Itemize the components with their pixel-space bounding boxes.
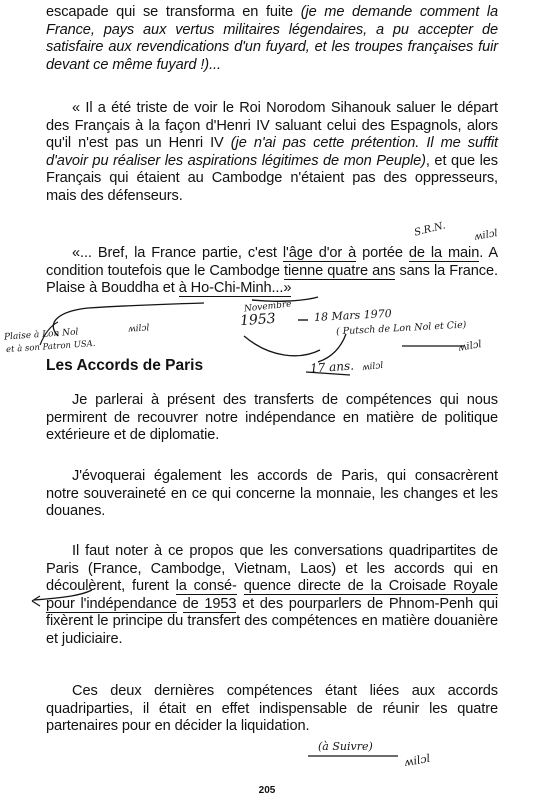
paragraph-quadripartites [46, 543, 498, 649]
text-run: « Il a été triste de voir le Roi Norodom Sihanouk saluer le départ des Français à la façon d'Henri IV saluant celui des Espagnols, alors qu'il n'est pas un Henri IV [46, 100, 498, 152]
handwritten-date-1970: 18 Mars 1970 [313, 306, 393, 325]
text-run: sans la France. Plaise à Bouddha et [46, 262, 498, 297]
underlined-run: de 1953 [182, 595, 237, 612]
text-run: et des pourparlers de Phnom-Penh qui fixèrent le principe du transfert des compétences en matière douanière et judiciaire. [46, 595, 498, 647]
handwritten-signature: ʍilɔl [127, 323, 150, 335]
text-run: portée [356, 245, 403, 261]
handwritten-year-1953: 1953 [239, 310, 277, 330]
paragraph-age-dor [46, 245, 498, 298]
handwritten-17-ans: 17 ans. [309, 358, 355, 376]
underlined-run: l'âge d'or à [282, 245, 357, 261]
paragraph-henri-iv [46, 100, 498, 206]
text-run: «... Bref, la France partie, c'est [72, 245, 283, 261]
handwritten-signature: ʍilɔl [361, 360, 384, 374]
handwritten-signature: ʍilɔl [473, 228, 499, 243]
text-run: . A condition toutefois que le Cambodge [46, 245, 498, 279]
ink-arrow-line [318, 334, 346, 362]
handwritten-novembre: Novembre [243, 299, 293, 315]
italic-run: comment la France, pays aux vertus militaires légendaires, a pu accepter de satisfaire aux revendications d'un fuyard, et les troupes françaises fuir devant ce même fuyard !)... [46, 4, 498, 73]
handwritten-patron: et à son Patron USA. [5, 338, 96, 356]
paragraph-escapade [46, 4, 498, 74]
handwritten-plaise: Plaise à Lon Nol [3, 327, 79, 343]
section-heading: Les Accords de Paris [46, 357, 204, 374]
text-run: , et que les Français qui étaient au Cambodge n'étaient pas des oppresseurs, mais des défenseurs. [46, 152, 498, 204]
underlined-run: tienne quatre ans [284, 262, 396, 279]
handwritten-a-suivre: (à Suivre) [318, 740, 373, 753]
italic-run: (je me demande [300, 4, 413, 20]
underlined-run: de la main [408, 245, 480, 261]
ink-arrow-line [244, 336, 320, 356]
ink-arrow-head [32, 596, 40, 606]
text-run: Il faut noter à ce propos que les conversations quadripartites de Paris (France, Cambodge, Vietnam, Laos) et les accords qui en découlèrent, furent [46, 543, 498, 595]
handwritten-putsch: ( Putsch de Lon Nol et Cie) [335, 319, 467, 338]
page-number: 205 [258, 785, 276, 796]
italic-run: (je n'ai pas cette prétention. Il me suffit d'avoir pu réaliser les aspirations légitimes de mon Peuple) [46, 135, 498, 169]
handwritten-srn: S.R.N. [413, 220, 447, 239]
text-run: escapade qui se transforma en fuite [46, 4, 301, 20]
underlined-run: à Ho-Chi-Minh...» [178, 280, 292, 297]
underlined-run: quence directe de la Croisade Royale pour l'indépendance [46, 578, 498, 612]
paragraph-liquidation: Ces deux dernières compétences étant liées aux accords quadriparties, il était en effet indispensable de réunir les quatre partenaires pour en décider la liquidation. [46, 683, 498, 735]
paragraph-transferts: Je parlerai à présent des transferts de compétences qui nous permirent de recouvrer notre indépendance en matière de politique extérieure et de diplomatie. [46, 392, 498, 444]
underlined-run: la consé- [175, 578, 237, 595]
handwritten-signature: ʍilɔl [457, 339, 483, 354]
handwritten-signature: ʍilɔl [403, 751, 432, 770]
paragraph-accords-paris: J'évoquerai également les accords de Paris, qui consacrèrent notre souveraineté en ce qui concerne la monnaie, les changes et les douanes. [46, 468, 498, 520]
